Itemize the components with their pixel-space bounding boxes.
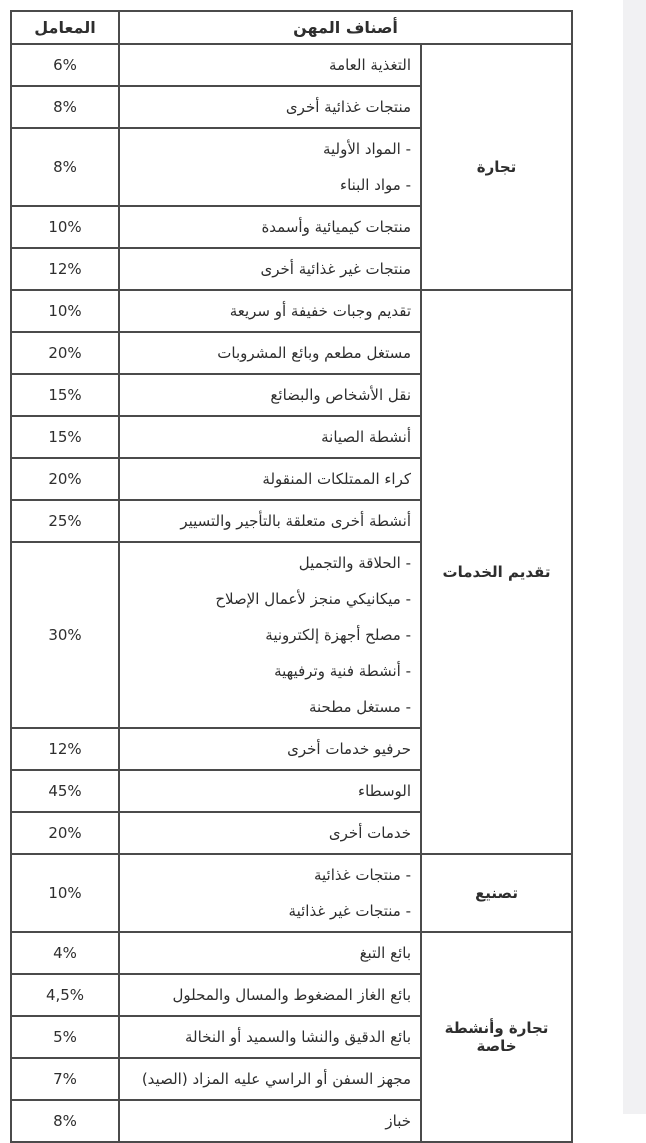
coefficient-cell: 12% [11,728,119,770]
coefficient-cell: 8% [11,86,119,128]
profession-line: نقل الأشخاص والبضائع [270,386,412,404]
profession-cell [119,374,421,416]
profession-line: - أنشطة فنية وترفيهية [274,662,412,680]
coefficient-cell: 5% [11,1016,119,1058]
profession-cell [119,542,421,728]
profession-line: تقديم وجبات خفيفة أو سريعة [229,302,412,320]
coefficient-cell: 20% [11,332,119,374]
profession-cell [119,770,421,812]
profession-line: أنشطة الصيانة [321,428,412,446]
coefficient-cell: 20% [11,812,119,854]
coefficient-cell: 10% [11,290,119,332]
viewer-gutter [623,0,646,1114]
profession-cell [119,248,421,290]
profession-line: حرفيو خدمات أخرى [287,740,412,758]
profession-cell [119,1100,421,1142]
coefficient-cell: 20% [11,458,119,500]
profession-cell [119,290,421,332]
profession-line: - الحلاقة والتجميل [298,554,412,572]
coefficient-cell: 30% [11,542,119,728]
profession-line: خباز [385,1112,412,1130]
coefficient-cell: 8% [11,1100,119,1142]
profession-line: منتجات غير غذائية أخرى [260,260,412,278]
table-header [11,11,572,44]
coefficient-cell: 25% [11,500,119,542]
profession-cell [119,974,421,1016]
profession-cell [119,458,421,500]
coefficient-cell: 6% [11,44,119,86]
category-cell: تقديم الخدمات [421,290,572,854]
profession-line: - مستغل مطحنة [308,698,412,716]
profession-line: - المواد الأولية [322,140,412,158]
profession-line: التغذية العامة [329,56,412,74]
coefficient-cell: 4% [11,932,119,974]
coefficient-cell: 15% [11,374,119,416]
profession-line: بائع الغاز المضغوط والمسال والمحلول [172,986,412,1004]
professions-header: أصناف المهن [119,11,572,44]
coefficient-cell: 8% [11,128,119,206]
coefficient-cell: 15% [11,416,119,458]
profession-line: كراء الممتلكات المنقولة [262,470,412,488]
profession-cell [119,932,421,974]
table-row [11,932,572,974]
profession-cell [119,86,421,128]
profession-cell [119,44,421,86]
coefficient-header: المعامل [11,11,119,44]
profession-cell [119,854,421,932]
coefficient-cell: 7% [11,1058,119,1100]
category-cell: تجارة وأنشطة خاصة [421,932,572,1142]
coefficient-cell: 10% [11,854,119,932]
profession-line: الوسطاء [358,782,412,800]
profession-line: - منتجات غير غذائية [288,902,412,920]
table-row [11,854,572,932]
profession-line: منتجات غذائية أخرى [285,98,412,116]
table-row [11,44,572,86]
profession-line: أنشطة أخرى متعلقة بالتأجير والتسيير [180,512,412,530]
profession-cell [119,500,421,542]
profession-cell [119,332,421,374]
profession-cell [119,416,421,458]
header-row [11,11,572,44]
profession-line: خدمات أخرى [328,824,412,842]
profession-cell [119,206,421,248]
coefficient-cell: 45% [11,770,119,812]
profession-line: - مصلح أجهزة إلكترونية [265,626,412,644]
profession-cell [119,128,421,206]
profession-line: - مواد البناء [340,176,412,194]
coefficient-cell: 12% [11,248,119,290]
profession-cell [119,1058,421,1100]
profession-line: بائع التبغ [359,944,412,962]
profession-cell [119,728,421,770]
profession-line: منتجات كيميائية وأسمدة [261,218,412,236]
category-cell: تصنيع [421,854,572,932]
profession-line: مستغل مطعم وبائع المشروبات [217,344,412,362]
coefficient-cell: 4,5% [11,974,119,1016]
category-cell: تجارة [421,44,572,290]
profession-cell [119,812,421,854]
profession-coefficient-table [10,10,573,1143]
profession-line: بائع الدقيق والنشا والسميد أو النخالة [185,1028,412,1046]
table-row [11,290,572,332]
profession-cell [119,1016,421,1058]
profession-line: - منتجات غذائية [313,866,412,884]
coefficient-cell: 10% [11,206,119,248]
table-body [11,44,572,1142]
profession-line: - ميكانيكي منجز لأعمال الإصلاح [215,590,412,608]
profession-line: مجهز السفن أو الراسي عليه المزاد (الصيد) [141,1070,412,1088]
